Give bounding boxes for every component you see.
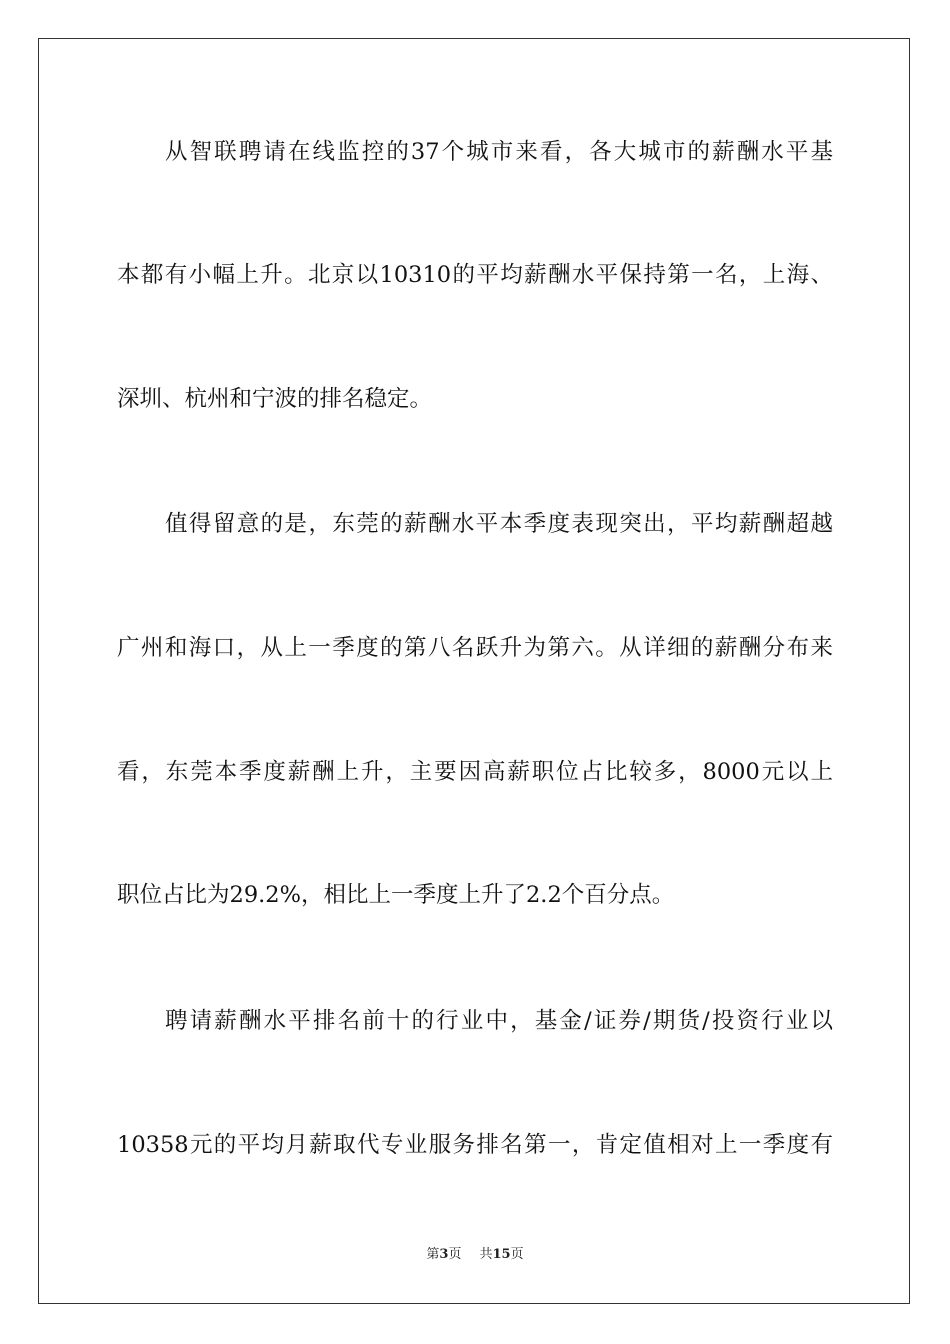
footer-total-prefix: 共 — [479, 1247, 493, 1262]
paragraph-1-line-2: 本都有小幅上升。北京以10310的平均薪酬水平保持第一名，上海、 — [117, 262, 833, 288]
footer-total-suffix: 页 — [510, 1247, 524, 1262]
paragraph-1-line-3: 深圳、杭州和宁波的排名稳定。 — [117, 386, 433, 412]
footer-page-suffix: 页 — [448, 1247, 462, 1262]
paragraph-3-line-1: 聘请薪酬水平排名前十的行业中，基金/证券/期货/投资行业以 — [165, 1008, 833, 1034]
page-footer — [0, 1246, 950, 1264]
paragraph-2-line-1: 值得留意的是，东莞的薪酬水平本季度表现突出，平均薪酬超越 — [165, 511, 833, 537]
footer-total-pages: 15 — [492, 1247, 511, 1262]
paragraph-3-line-2: 10358元的平均月薪取代专业服务排名第一，肯定值相对上一季度有 — [117, 1132, 833, 1158]
footer-page-number: 3 — [439, 1247, 449, 1262]
page-border — [38, 38, 910, 1304]
paragraph-2-line-2: 广州和海口，从上一季度的第八名跃升为第六。从详细的薪酬分布来 — [117, 635, 833, 661]
paragraph-2-line-3: 看，东莞本季度薪酬上升，主要因高薪职位占比较多，8000元以上 — [117, 759, 833, 785]
paragraph-2-line-4: 职位占比为29.2%，相比上一季度上升了2.2个百分点。 — [117, 882, 675, 908]
footer-page-prefix: 第 — [426, 1247, 440, 1262]
paragraph-1-line-1: 从智联聘请在线监控的37个城市来看，各大城市的薪酬水平基 — [165, 139, 833, 165]
